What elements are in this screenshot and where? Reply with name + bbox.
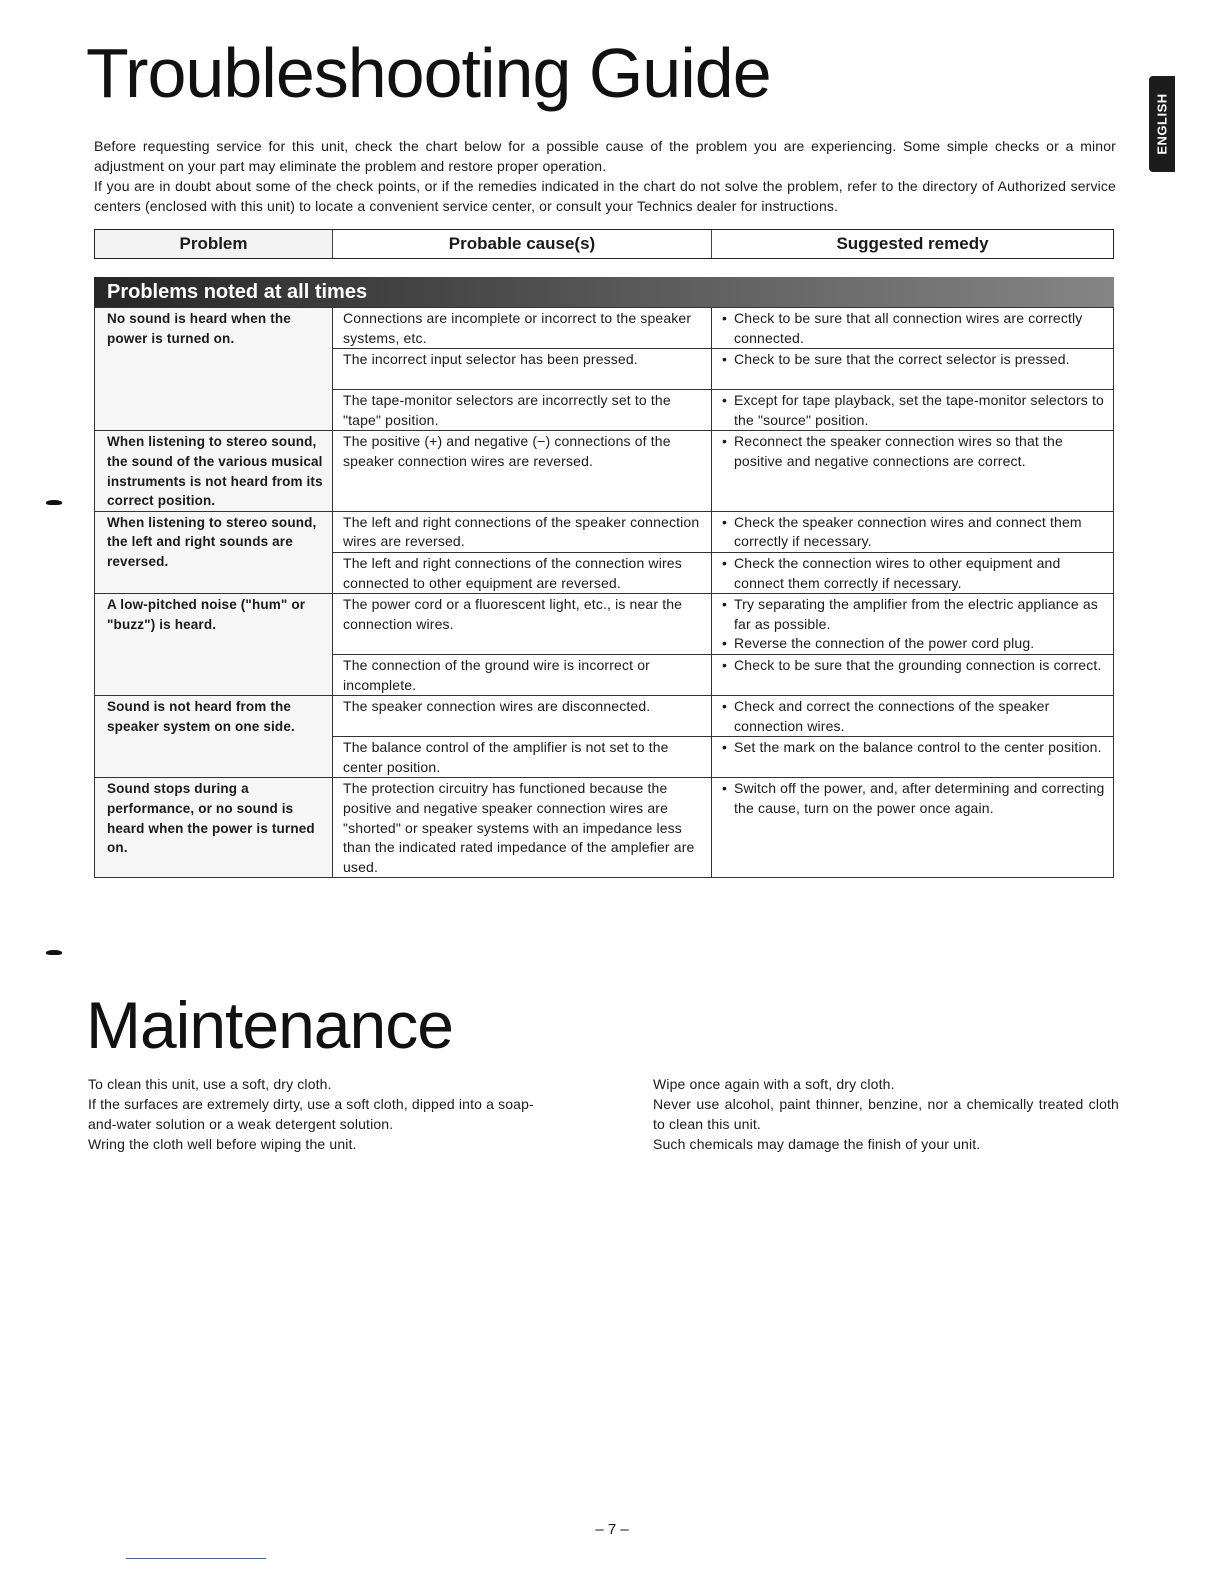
- problem-cell: No sound is heard when the power is turned on.: [95, 308, 333, 431]
- intro-paragraph: If you are in doubt about some of the check points, or if the remedies indicated in the chart do not solve the problem, refer to the directory of Authorized service centers (enclosed with this unit) to locate a convenient service center, or consult your Technics dealer for instructions.: [94, 178, 1116, 214]
- header-problem: Problem: [95, 230, 333, 258]
- remedy-item: • Check the connection wires to other equipment and connect them correctly if necessary.: [722, 554, 1107, 593]
- remedy-item: • Try separating the amplifier from the electric appliance as far as possible.: [722, 595, 1107, 634]
- maintenance-text: To clean this unit, use a soft, dry cloth.: [88, 1076, 332, 1092]
- remedy-item: • Check and correct the connections of the speaker connection wires.: [722, 697, 1107, 736]
- remedy-item: • Reverse the connection of the power cord plug.: [722, 634, 1107, 654]
- remedy-cell: [712, 349, 1114, 390]
- troubleshooting-table: [94, 307, 1114, 878]
- maintenance-text: Wring the cloth well before wiping the unit.: [88, 1136, 357, 1152]
- table-row: [95, 308, 1114, 349]
- remedy-item: • Switch off the power, and, after determining and correcting the cause, turn on the power once again.: [722, 779, 1107, 818]
- remedy-item: • Check to be sure that the grounding connection is correct.: [722, 656, 1107, 676]
- cause-cell: The balance control of the amplifier is not set to the center position.: [333, 737, 712, 778]
- maintenance-text: If the surfaces are extremely dirty, use a soft cloth, dipped into a soap-and-water solution or a weak detergent solution.: [88, 1096, 534, 1132]
- cause-cell: The power cord or a fluorescent light, etc., is near the connection wires.: [333, 594, 712, 655]
- cause-cell: The protection circuitry has functioned because the positive and negative speaker connection wires are "shorted" or speaker systems with an impedance less than the indicated rated impedance of the amplefier are used.: [333, 778, 712, 878]
- cause-cell: The tape-monitor selectors are incorrectly set to the "tape" position.: [333, 390, 712, 431]
- cause-cell: The connection of the ground wire is incorrect or incomplete.: [333, 654, 712, 695]
- remedy-cell: [712, 431, 1114, 511]
- cause-cell: The positive (+) and negative (−) connections of the speaker connection wires are reversed.: [333, 431, 712, 511]
- cause-cell: The left and right connections of the speaker connection wires are reversed.: [333, 511, 712, 552]
- maintenance-text: Wipe once again with a soft, dry cloth.: [653, 1076, 895, 1092]
- problem-cell: When listening to stereo sound, the left and right sounds are reversed.: [95, 511, 333, 593]
- problem-cell: Sound stops during a performance, or no sound is heard when the power is turned on.: [95, 778, 333, 878]
- table-row: [95, 778, 1114, 878]
- cause-cell: The incorrect input selector has been pressed.: [333, 349, 712, 390]
- remedy-item: • Check to be sure that all connection wires are correctly connected.: [722, 309, 1107, 348]
- maintenance-left: [88, 1074, 558, 1154]
- intro-paragraph: Before requesting service for this unit, check the chart below for a possible cause of the problem you are experiencing. Some simple checks or a minor adjustment on your part may eliminate the problem and restore proper operation.: [94, 138, 1116, 174]
- language-tab: [1149, 76, 1175, 172]
- problem-cell: When listening to stereo sound, the sound of the various musical instruments is not heard from its correct position.: [95, 431, 333, 511]
- maintenance-text: Never use alcohol, paint thinner, benzine, nor a chemically treated cloth to clean this unit.: [653, 1096, 1119, 1132]
- page-title: Troubleshooting Guide: [86, 34, 771, 112]
- remedy-item: • Reconnect the speaker connection wires so that the positive and negative connections are correct.: [722, 432, 1107, 471]
- remedy-item: • Except for tape playback, set the tape-monitor selectors to the "source" position.: [722, 391, 1107, 430]
- table-row: [95, 431, 1114, 511]
- remedy-cell: [712, 778, 1114, 878]
- table-row: [95, 696, 1114, 737]
- remedy-item: • Check to be sure that the correct selector is pressed.: [722, 350, 1107, 370]
- cause-cell: Connections are incomplete or incorrect to the speaker systems, etc.: [333, 308, 712, 349]
- language-tab-label: ENGLISH: [1154, 93, 1170, 155]
- cause-cell: The speaker connection wires are disconnected.: [333, 696, 712, 737]
- maintenance-title: Maintenance: [86, 988, 453, 1062]
- header-remedy: Suggested remedy: [836, 234, 989, 253]
- remedy-item: • Check the speaker connection wires and connect them correctly if necessary.: [722, 513, 1107, 552]
- table-row: [95, 594, 1114, 655]
- maintenance-text: Such chemicals may damage the finish of your unit.: [653, 1136, 981, 1152]
- remedy-cell: [712, 552, 1114, 593]
- margin-marker: [46, 500, 62, 505]
- table-row: [95, 511, 1114, 552]
- remedy-cell: [712, 511, 1114, 552]
- header-cause: Probable cause(s): [333, 230, 712, 258]
- page-number: – 7 –: [595, 1521, 629, 1538]
- cause-cell: The left and right connections of the connection wires connected to other equipment are reversed.: [333, 552, 712, 593]
- problem-cell: Sound is not heard from the speaker system on one side.: [95, 696, 333, 778]
- margin-marker: [46, 950, 62, 955]
- remedy-cell: [712, 308, 1114, 349]
- remedy-cell: [712, 390, 1114, 431]
- maintenance-right: [653, 1074, 1119, 1154]
- remedy-cell: [712, 654, 1114, 695]
- remedy-cell: [712, 696, 1114, 737]
- remedy-cell: [712, 737, 1114, 778]
- table-header: [94, 229, 1114, 259]
- section-band: Problems noted at all times: [94, 277, 1114, 307]
- footer-rule: [126, 1558, 266, 1559]
- remedy-cell: [712, 594, 1114, 655]
- intro-text: [94, 136, 1116, 216]
- problem-cell: A low-pitched noise ("hum" or "buzz") is heard.: [95, 594, 333, 696]
- remedy-item: • Set the mark on the balance control to the center position.: [722, 738, 1107, 758]
